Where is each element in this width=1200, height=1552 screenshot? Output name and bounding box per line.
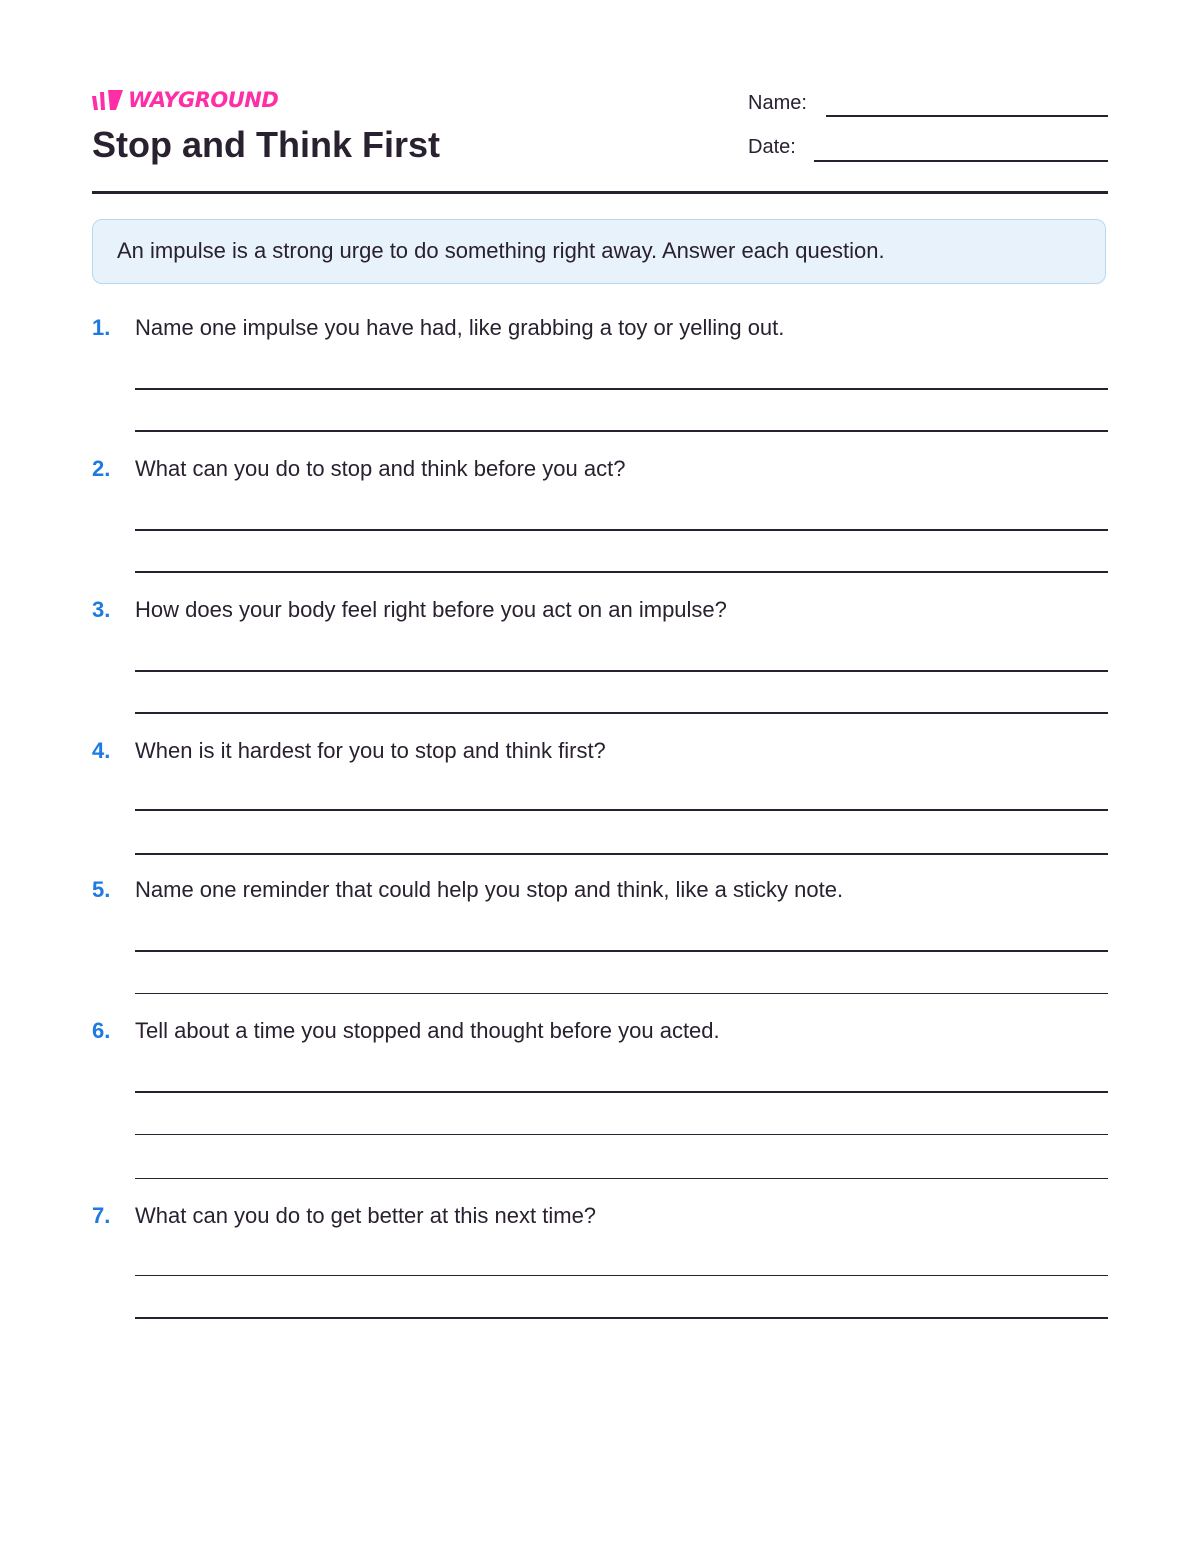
answer-line[interactable] — [135, 712, 1108, 714]
answer-line[interactable] — [135, 430, 1108, 432]
question-number: 4. — [92, 738, 111, 763]
question-text: Name one impulse you have had, like grabbing a toy or yelling out. — [135, 315, 785, 340]
answer-line[interactable] — [135, 1091, 1108, 1093]
question-text: What can you do to get better at this next time? — [135, 1203, 597, 1228]
date-label: Date: — [748, 136, 796, 158]
question-text: What can you do to stop and think before you act? — [135, 456, 626, 481]
question-number: 5. — [92, 877, 111, 902]
answer-line[interactable] — [135, 1134, 1108, 1135]
question-number: 7. — [92, 1203, 111, 1228]
name-field[interactable] — [748, 90, 1108, 116]
answer-line[interactable] — [135, 993, 1108, 994]
question-text: How does your body feel right before you act on an impulse? — [135, 597, 727, 622]
answer-line[interactable] — [135, 571, 1108, 573]
answer-line[interactable] — [135, 1275, 1108, 1276]
question-number: 2. — [92, 456, 111, 481]
question-text: When is it hardest for you to stop and think first? — [135, 738, 606, 763]
brand-name: WAYGROUND — [128, 88, 279, 112]
answer-line[interactable] — [135, 388, 1108, 390]
answer-line[interactable] — [135, 1178, 1108, 1179]
question-number: 6. — [92, 1018, 111, 1043]
question-number: 1. — [92, 315, 111, 340]
answer-line[interactable] — [135, 809, 1108, 811]
answer-line[interactable] — [135, 1317, 1108, 1319]
answer-line[interactable] — [135, 529, 1108, 531]
instructions-callout: An impulse is a strong urge to do something right away. Answer each question. — [92, 219, 1106, 284]
question-number: 3. — [92, 597, 111, 622]
date-field[interactable] — [748, 134, 1108, 160]
answer-line[interactable] — [135, 853, 1108, 855]
name-line[interactable] — [826, 115, 1108, 117]
wayground-logo-icon — [92, 88, 124, 112]
date-line[interactable] — [814, 160, 1108, 162]
brand-logo — [92, 86, 278, 114]
question-text: Name one reminder that could help you stop and think, like a sticky note. — [135, 877, 844, 902]
name-label: Name: — [748, 92, 807, 114]
answer-line[interactable] — [135, 950, 1108, 952]
answer-line[interactable] — [135, 670, 1108, 672]
worksheet-title: Stop and Think First — [92, 124, 440, 165]
header-divider — [92, 191, 1108, 194]
question-text: Tell about a time you stopped and thought before you acted. — [135, 1018, 720, 1043]
